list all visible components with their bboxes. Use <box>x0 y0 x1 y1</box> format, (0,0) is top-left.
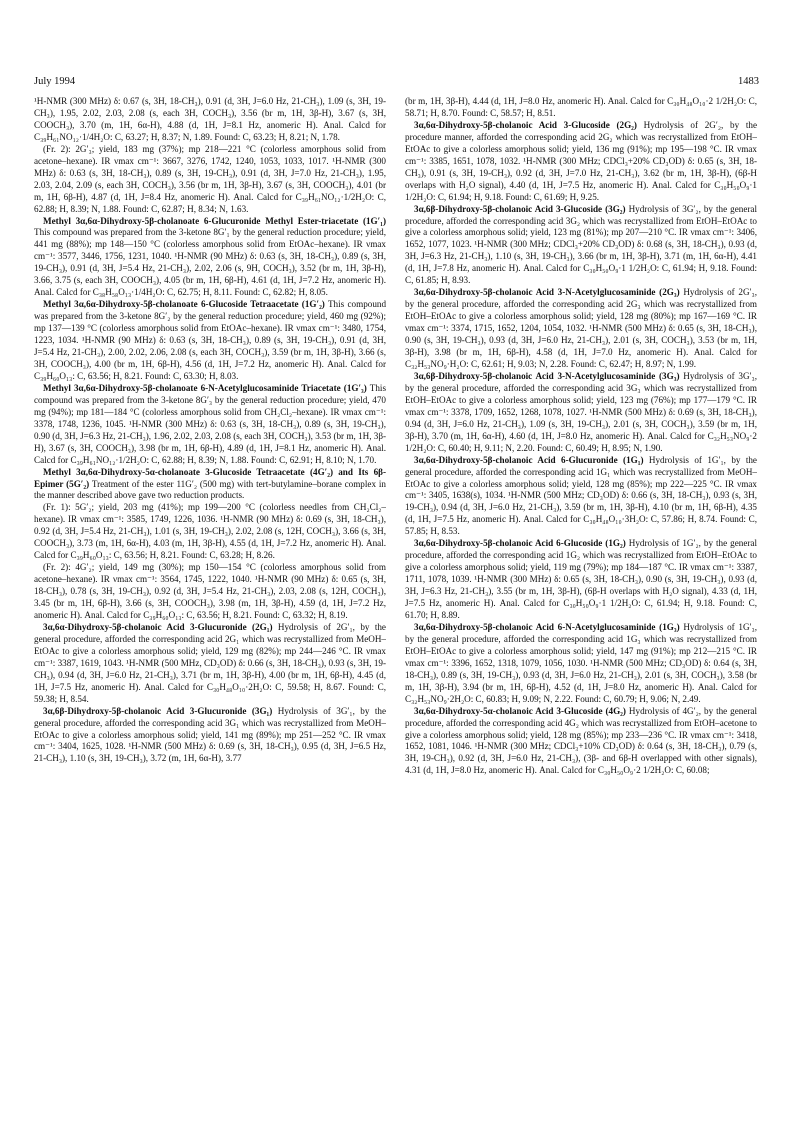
compound-paragraph <box>34 706 386 766</box>
compound-body: (br m, 1H, 3β-H), 4.44 (d, 1H, J=8.0 Hz, anomeric H). Anal. Calcd for C₃₀H₄₈O₁₀·2 1/2H₂O: C, 58.71; H, 8.70. Found: C, 58.57; H, 8.51. <box>405 96 757 118</box>
compound-body: Hydrolysis of 2G′₃, by the general procedure, afforded the corresponding acid 2G₃ which was recrystallized from EtOH–EtOAc to give a colorless amorphous solid; yield, 128 mg (80%); mp 167—169 °C. IR νmax cm⁻¹: 3374, 1715, 1652, 1204, 1054, 1032. ¹H-NMR (500 MHz) δ: 0.65 (s, 3H, 18-CH₃), 0.90 (s, 3H, 19-CH₃), 0.93 (d, 3H, J=6.0 Hz, 21-CH₃), 2.01 (s, 3H, COCH₃), 3.53 (br m, 1H, 3β-H), 3.98 (br m, 1H, 6β-H), 4.58 (d, 1H, J=7.0 Hz, anomeric H). Anal. Calcd for C₃₂H₅₃NO₉·H₂O: C, 62.61; H, 9.03; N, 2.28. Found: C, 62.47; H, 8.97; N, 1.99. <box>405 287 757 369</box>
compound-paragraph <box>34 299 386 383</box>
issue-date: July 1994 <box>34 76 76 87</box>
compound-paragraph <box>34 622 386 706</box>
compound-heading: 3α,6α-Dihydroxy-5β-cholanoic Acid 6-Glucoside (1G₂) <box>414 538 626 549</box>
compound-body: (Fr. 2): 4G′₂; yield, 149 mg (30%); mp 150—154 °C (colorless amorphous solid from acetone–hexane). IR νmax cm⁻¹: 3564, 1745, 1222, 1040. ¹H-NMR (90 MHz) δ: 0.65 (s, 3H, 18-CH₃), 0.78 (s, 3H, 19-CH₃), 0.92 (d, 3H, J=5.4 Hz, 21-CH₃), 2.03, 2.08 (s, 12H, COCH₃), 3.45 (br m, 1H, 6β-H), 3.66 (s, 3H, COOCH₃), 3.98 (m, 1H, 3β-H), 4.59 (d, 1H, J=7.2 Hz, anomeric H). Anal. Calcd for C₃₉H₆₀O₁₃: C, 63.56; H, 8.21. Found: C, 63.32; H, 8.19. <box>34 562 386 620</box>
compound-heading: Methyl 3α,6α-Dihydroxy-5β-cholanoate 6-N-Acetylglucosaminide Triacetate (1G′₃) <box>43 382 367 393</box>
compound-body: Hydrolysis of 3G′₁, by the general procedure, afforded the corresponding acid 3G₁ which was recrystallized from MeOH–EtOAc to give a colorless amorphous solid; yield, 141 mg (89%); mp 251—252 °C. IR νmax cm⁻¹: 3404, 1625, 1028. ¹H-NMR (500 MHz) δ: 0.69 (s, 3H, 18-CH₃), 0.95 (d, 3H, J=6.5 Hz, 21-CH₃), 1.10 (s, 3H, 19-CH₃), 3.72 (m, 1H, 6α-H), 3.77 <box>34 705 386 764</box>
compound-heading: 3α,6β-Dihydroxy-5β-cholanoic Acid 3-Glucoside (3G₂) <box>414 203 626 214</box>
compound-paragraph <box>34 502 386 562</box>
compound-paragraph <box>405 96 757 120</box>
compound-paragraph <box>34 562 386 622</box>
compound-heading: 3α,6β-Dihydroxy-5β-cholanoic Acid 3-N-Acetylglucosaminide (3G₃) <box>414 370 680 381</box>
compound-heading: 3α,6α-Dihydroxy-5β-cholanoic Acid 3-Glucuronide (2G₁) <box>43 621 273 632</box>
compound-body: (Fr. 2): 2G′₃; yield, 183 mg (37%); mp 218—221 °C (colorless amorphous solid from acetone–hexane). IR νmax cm⁻¹: 3667, 3276, 1742, 1240, 1053, 1033, 1017. ¹H-NMR (300 MHz) δ: 0.63 (s, 3H, 18-CH₃), 0.89 (s, 3H, 19-CH₃), 0.91 (d, 3H, J=7.0 Hz, 21-CH₃), 1.95, 2.03, 2.04, 2.09 (s, each 3H, COCH₃), 3.56 (br m, 1H, 3β-H), 3.67 (s, 3H, COOCH₃), 4.01 (br m, 1H, 6β-H), 4.87 (d, 1H, J=8.4 Hz, anomeric H). Anal. Calcd for C₃₉H₆₁NO₁₂·1/2H₂O: C, 62.88; H, 8.39; N, 1.88. Found: C, 62.87; H, 8.34; N, 1.63. <box>34 143 386 214</box>
compound-body: Hydrolysis of 2G′₁, by the general procedure, afforded the corresponding acid 2G₁ which was recrystallized from MeOH–EtOAc to give a colorless amorphous solid; yield, 129 mg (82%); mp 244—246 °C. IR νmax cm⁻¹: 3387, 1619, 1043. ¹H-NMR (500 MHz, CD₃OD) δ: 0.66 (s, 3H, 18-CH₃), 0.93 (s, 3H, 19-CH₃), 0.94 (d, 3H, J=6.0 Hz, 21-CH₃), 3.71 (br m, 1H, 3β-H), 4.00 (br m, 1H, 6β-H), 4.45 (d, 1H, J=7.5 Hz, anomeric H). Anal. Calcd for C₃₀H₄₈O₁₀·2H₂O: C, 59.58; H, 8.67. Found: C, 59.38; H, 8.54. <box>34 621 386 704</box>
compound-body: Hydrolysis of 3G′₃, by the general procedure, afforded the corresponding acid 3G₃ which was recrystallized from EtOH–EtOAc to give a colorless amorphous solid; yield, 123 mg (76%); mp 177—179 °C. IR νmax cm⁻¹: 3378, 1709, 1652, 1268, 1078, 1027. ¹H-NMR (500 MHz) δ: 0.69 (s, 3H, 18-CH₃), 0.94 (d, 3H, J=6.0 Hz, 21-CH₃), 1.09 (s, 3H, 19-CH₃), 2.01 (s, 3H, COCH₃), 3.59 (br m, 1H, 3β-H), 3.70 (m, 1H, 6α-H), 4.60 (d, 1H, J=8.0 Hz, anomeric H). Anal. Calcd for C₃₂H₅₃NO₉·2 1/2H₂O: C, 60.40; H, 9.11; N, 2.20. Found: C, 60.49; H, 8.95; N, 1.90. <box>405 370 757 453</box>
compound-body: (Fr. 1): 5G′₂; yield, 203 mg (41%); mp 199—200 °C (colorless needles from CH₂Cl₂–hexane). IR νmax cm⁻¹: 3585, 1749, 1226, 1036. ¹H-NMR (90 MHz) δ: 0.69 (s, 3H, 18-CH₃), 0.92 (d, 3H, J=5.4 Hz, 21-CH₃), 1.01 (s, 3H, 19-CH₃), 2.02, 2.08 (s, 12H, COCH₃), 3.66 (s, 3H, COOCH₃), 3.73 (m, 1H, 6α-H), 4.03 (m, 1H, 3β-H), 4.55 (d, 1H, J=7.2 Hz, anomeric H). Anal. Calcd for C₃₉H₆₀O₁₃: C, 63.56; H, 8.21. Found: C, 63.28; H, 8.26. <box>34 502 386 561</box>
compound-paragraph <box>405 622 757 706</box>
compound-body: Hydrolysis of 1G′₂, by the general procedure, afforded the corresponding acid 1G₂ which was recrystallized from EtOH–EtOAc to give a colorless amorphous solid; yield, 119 mg (79%); mp 184—187 °C. IR νmax cm⁻¹: 3387, 1711, 1078, 1039. ¹H-NMR (300 MHz) δ: 0.65 (s, 3H, 18-CH₃), 0.90 (s, 3H, 19-CH₃), 0.93 (d, 3H, J=6.3 Hz, 21-CH₃), 3.55 (br m, 1H, 3β-H), (6β-H overlaps with H₂O signal), 4.33 (d, 1H, J=7.5 Hz, anomeric H). Anal. Calcd for C₃₀H₅₀O₉·1 1/2H₂O: C, 61.94; H, 9.18. Found: C, 61.70; H, 8.89. <box>405 538 757 620</box>
compound-heading: 3α,6β-Dihydroxy-5β-cholanoic Acid 3-Glucuronide (3G₁) <box>43 705 273 716</box>
compound-paragraph <box>405 538 757 622</box>
compound-body: Hydrolysis of 1G′₁, by the general procedure, afforded the corresponding acid 1G₁ which was recrystallized from MeOH–EtOAc to give a colorless amorphous solid; yield, 128 mg (85%); mp 222—225 °C. IR νmax cm⁻¹: 3405, 1638(s), 1034. ¹H-NMR (500 MHz; CD₃OD) δ: 0.66 (s, 3H, 18-CH₃), 0.93 (s, 3H, 19-CH₃), 0.94 (d, 3H, J=6.0 Hz, 21-CH₃), 3.59 (br m, 1H, 3β-H), 4.10 (br m, 1H, 6β-H), 4.35 (d, 1H, J=7.5 Hz, anomeric H). Anal. Calcd for C₃₀H₄₈O₁₀·3H₂O: C, 57.86; H, 8.74. Found: C, 57.85; H, 8.53. <box>405 454 757 537</box>
compound-heading: 3α,6α-Dihydroxy-5β-cholanoic Acid 6-Glucuronide (1G₁) <box>414 454 644 465</box>
right-column <box>405 96 757 1096</box>
compound-body: This compound was prepared from the 3-ketone 8G′₂ by the general reduction procedure; yield, 460 mg (92%); mp 137—139 °C (colorless amorphous solid from EtOAc–hexane). IR νmax cm⁻¹: 3480, 1754, 1223, 1034. ¹H-NMR (90 MHz) δ: 0.63 (s, 3H, 18-CH₃), 0.89 (s, 3H, 19-CH₃), 0.91 (d, 3H, J=5.4 Hz, 21-CH₃), 2.00, 2.02, 2.06, 2.08 (s, each 3H, COCH₃), 3.59 (br m, 1H, 3β-H), 3.66 (s, 3H, COOCH₃), 4.00 (br m, 1H, 6β-H), 4.56 (d, 1H, J=7.2 Hz, anomeric H). Anal. Calcd for C₃₉H₆₀O₁₃: C, 63.56; H, 8.21. Found: C, 63.30; H, 8.03. <box>34 299 386 381</box>
compound-paragraph <box>405 706 757 778</box>
compound-paragraph <box>405 455 757 539</box>
compound-heading: 3α,6α-Dihydroxy-5β-cholanoic Acid 6-N-Acetylglucosaminide (1G₃) <box>414 621 680 632</box>
compound-body: This compound was prepared from the 3-ketone 8G′₃ by the general reduction procedure; yield, 470 mg (94%); mp 181—184 °C (colorless amorphous solid from CH₂Cl₂–hexane). IR νmax cm⁻¹: 3378, 1748, 1236, 1045. ¹H-NMR (300 MHz) δ: 0.63 (s, 3H, 18-CH₃), 0.89 (s, 3H, 19-CH₃), 0.90 (d, 3H, J=6.3 Hz, 21-CH₃), 1.96, 2.02, 2.03, 2.08 (s, each 3H, COCH₃), 3.53 (br m, 1H, 3β-H), 3.67 (s, 3H, COOCH₃), 3.98 (br m, 1H, 6β-H), 4.89 (d, 1H, J=8.1 Hz, anomeric H). Anal. Calcd for C₃₉H₆₁NO₁₂·1/2H₂O: C, 62.88; H, 8.39; N, 1.88. Found: C, 62.91; H, 8.10; N, 1.70. <box>34 382 386 465</box>
page-number: 1483 <box>738 76 759 87</box>
compound-heading: 3α,6α-Dihydroxy-5β-cholanoic Acid 3-Glucoside (2G₂) <box>414 119 637 130</box>
compound-body: Treatment of the ester 11G′₂ (500 mg) with tert-butylamine–borane complex in the manner described above gave two reduction products. <box>34 478 386 501</box>
compound-body: This compound was prepared from the 3-ketone 8G′₁ by the general reduction procedure; yield, 441 mg (88%); mp 148—150 °C (colorless amorphous solid from EtOAc–hexane). IR νmax cm⁻¹: 3577, 3446, 1756, 1231, 1040. ¹H-NMR (90 MHz) δ: 0.63 (s, 3H, 18-CH₃), 0.89 (s, 3H, 19-CH₃), 0.91 (d, 3H, J=5.4 Hz, 21-CH₃), 2.02, 2.06 (s, 9H, COCH₃), 3.52 (br m, 1H, 3β-H), 3.66, 3.75 (s, each 3H, COOCH₃), 4.05 (br m, 1H, 6β-H), 4.61 (d, 1H, J=7.2 Hz, anomeric H). Anal. Calcd for C₃₈H₅₈O₁₃·1/4H₂O: C, 62.75; H, 8.11. Found: C, 62.82; H, 8.05. <box>34 227 386 298</box>
compound-paragraph <box>405 204 757 288</box>
compound-heading: Methyl 3α,6α-Dihydroxy-5α-cholanoate 3-Glucoside Tetraacetate (4G′₂) and Its 6β-Epimer (5G′₂) <box>34 466 386 489</box>
compound-heading: 3α,6α-Dihydroxy-5β-cholanoic Acid 3-N-Acetylglucosaminide (2G₃) <box>414 287 680 298</box>
compound-paragraph <box>34 144 386 216</box>
compound-paragraph <box>405 371 757 455</box>
compound-body: ¹H-NMR (300 MHz) δ: 0.67 (s, 3H, 18-CH₃), 0.91 (d, 3H, J=6.0 Hz, 21-CH₃), 1.09 (s, 3H, 19-CH₃), 1.95, 2.02, 2.03, 2.08 (s, each 3H, COCH₃), 3.56 (br m, 1H, 3β-H), 3.67 (s, 3H, COOCH₃), 3.70 (m, 1H, 6α-H), 4.88 (d, 1H, J=8.1 Hz, anomeric H). Anal. Calcd for C₃₉H₆₁NO₁₂·1/4H₂O: C, 63.27; H, 8.37; N, 1.89. Found: C, 63.23; H, 8.21; N, 1.78. <box>34 96 386 142</box>
left-column <box>34 96 386 1096</box>
compound-body: Hydrolysis of 1G′₃, by the general procedure, afforded the corresponding acid 1G₃ which was recrystallized from EtOH–EtOAc to give a colorless amorphous solid; yield, 147 mg (91%); mp 212—215 °C. IR νmax cm⁻¹: 3396, 1652, 1318, 1079, 1056, 1030. ¹H-NMR (500 MHz; CD₃OD) δ: 0.64 (s, 3H, 18-CH₃), 0.89 (s, 3H, 19-CH₃), 0.93 (d, 3H, J=6.0 Hz, 21-CH₃), 2.01 (s, 3H, COCH₃), 3.58 (br m, 1H, 3β-H), 3.94 (br m, 1H, 6β-H), 4.52 (d, 1H, J=8.0 Hz, anomeric H). Anal. Calcd for C₃₂H₅₃NO₉·2H₂O: C, 60.83; H, 9.09; N, 2.22. Found: C, 60.79; H, 9.06; N, 2.49. <box>405 621 757 704</box>
compound-paragraph <box>34 96 386 144</box>
compound-paragraph <box>34 467 386 503</box>
compound-body: Hydrolysis of 2G′₂, by the procedure manner, afforded the corresponding acid 2G₂ which was recrystallized from EtOH–EtOAc to give a colorless amorphous solid; yield, 136 mg (91%); mp 195—198 °C. IR νmax cm⁻¹: 3385, 1651, 1078, 1032. ¹H-NMR (300 MHz; CDCl₃+20% CD₃OD) δ: 0.65 (s, 3H, 18-CH₃), 0.91 (s, 3H, 19-CH₃), 0.92 (d, 3H, J=7.0 Hz, 21-CH₃), 3.62 (br m, 1H, 3β-H), (6β-H overlaps with H₂O signal), 4.40 (d, 1H, J=7.5 Hz, anomeric H). Anal. Calcd for C₃₀H₅₀O₉·1 1/2H₂O: C, 61.94; H, 9.18. Found: C, 61.69; H, 9.25. <box>405 119 757 202</box>
compound-paragraph <box>405 287 757 371</box>
compound-paragraph <box>405 120 757 204</box>
compound-heading: Methyl 3α,6α-Dihydroxy-5β-cholanoate 6-Glucuronide Methyl Ester-triacetate (1G′₁) <box>43 215 386 226</box>
compound-paragraph <box>34 216 386 300</box>
compound-paragraph <box>34 383 386 467</box>
compound-heading: Methyl 3α,6α-Dihydroxy-5β-cholanoate 6-Glucoside Tetraacetate (1G′₂) <box>43 299 325 310</box>
compound-body: Hydrolysis of 4G′₂, by the general procedure, afforded the corresponding acid 4G₂ which was recrystallized from EtOH–acetone to give a colorless amorphous solid; yield, 128 mg (85%); mp 233—236 °C. IR νmax cm⁻¹: 3418, 1652, 1081, 1046. ¹H-NMR (300 MHz; CDCl₃+10% CD₃OD) δ: 0.64 (s, 3H, 18-CH₃), 0.79 (s, 3H, 19-CH₃), 0.92 (d, 3H, J=6.0 Hz, 21-CH₃), (3β- and 6β-H overlapped with other signals), 4.31 (d, 1H, J=8.0 Hz, anomeric H). Anal. Calcd for C₃₀H₅₀O₉·2 1/2H₂O: C, 60.08; <box>405 705 757 776</box>
compound-heading: 3α,6α-Dihydroxy-5α-cholanoic Acid 3-Glucoside (4G₂) <box>414 705 626 716</box>
page-header <box>34 76 759 90</box>
compound-body: Hydrolysis of 3G′₂, by the general procedure, afforded the corresponding acid 3G₂ which was recrystallized from EtOH–EtOAc to give a colorless amorphous solid; yield, 123 mg (81%); mp 207—210 °C. IR νmax cm⁻¹: 3406, 1652, 1077, 1023. ¹H-NMR (300 MHz; CDCl₃+20% CD₃OD) δ: 0.68 (s, 3H, 18-CH₃), 0.93 (d, 3H, J=6.3 Hz, 21-CH₃), 1.10 (s, 3H, 19-CH₃), 3.66 (br m, 1H, 3β-H), 3.71 (m, 1H, 6α-H), 4.41 (d, 1H, J=7.8 Hz, anomeric H). Anal. Calcd for C₃₀H₅₀O₉·1 1/2H₂O: C, 61.94; H, 9.18. Found: C, 61.85; H, 8.93. <box>405 203 757 286</box>
